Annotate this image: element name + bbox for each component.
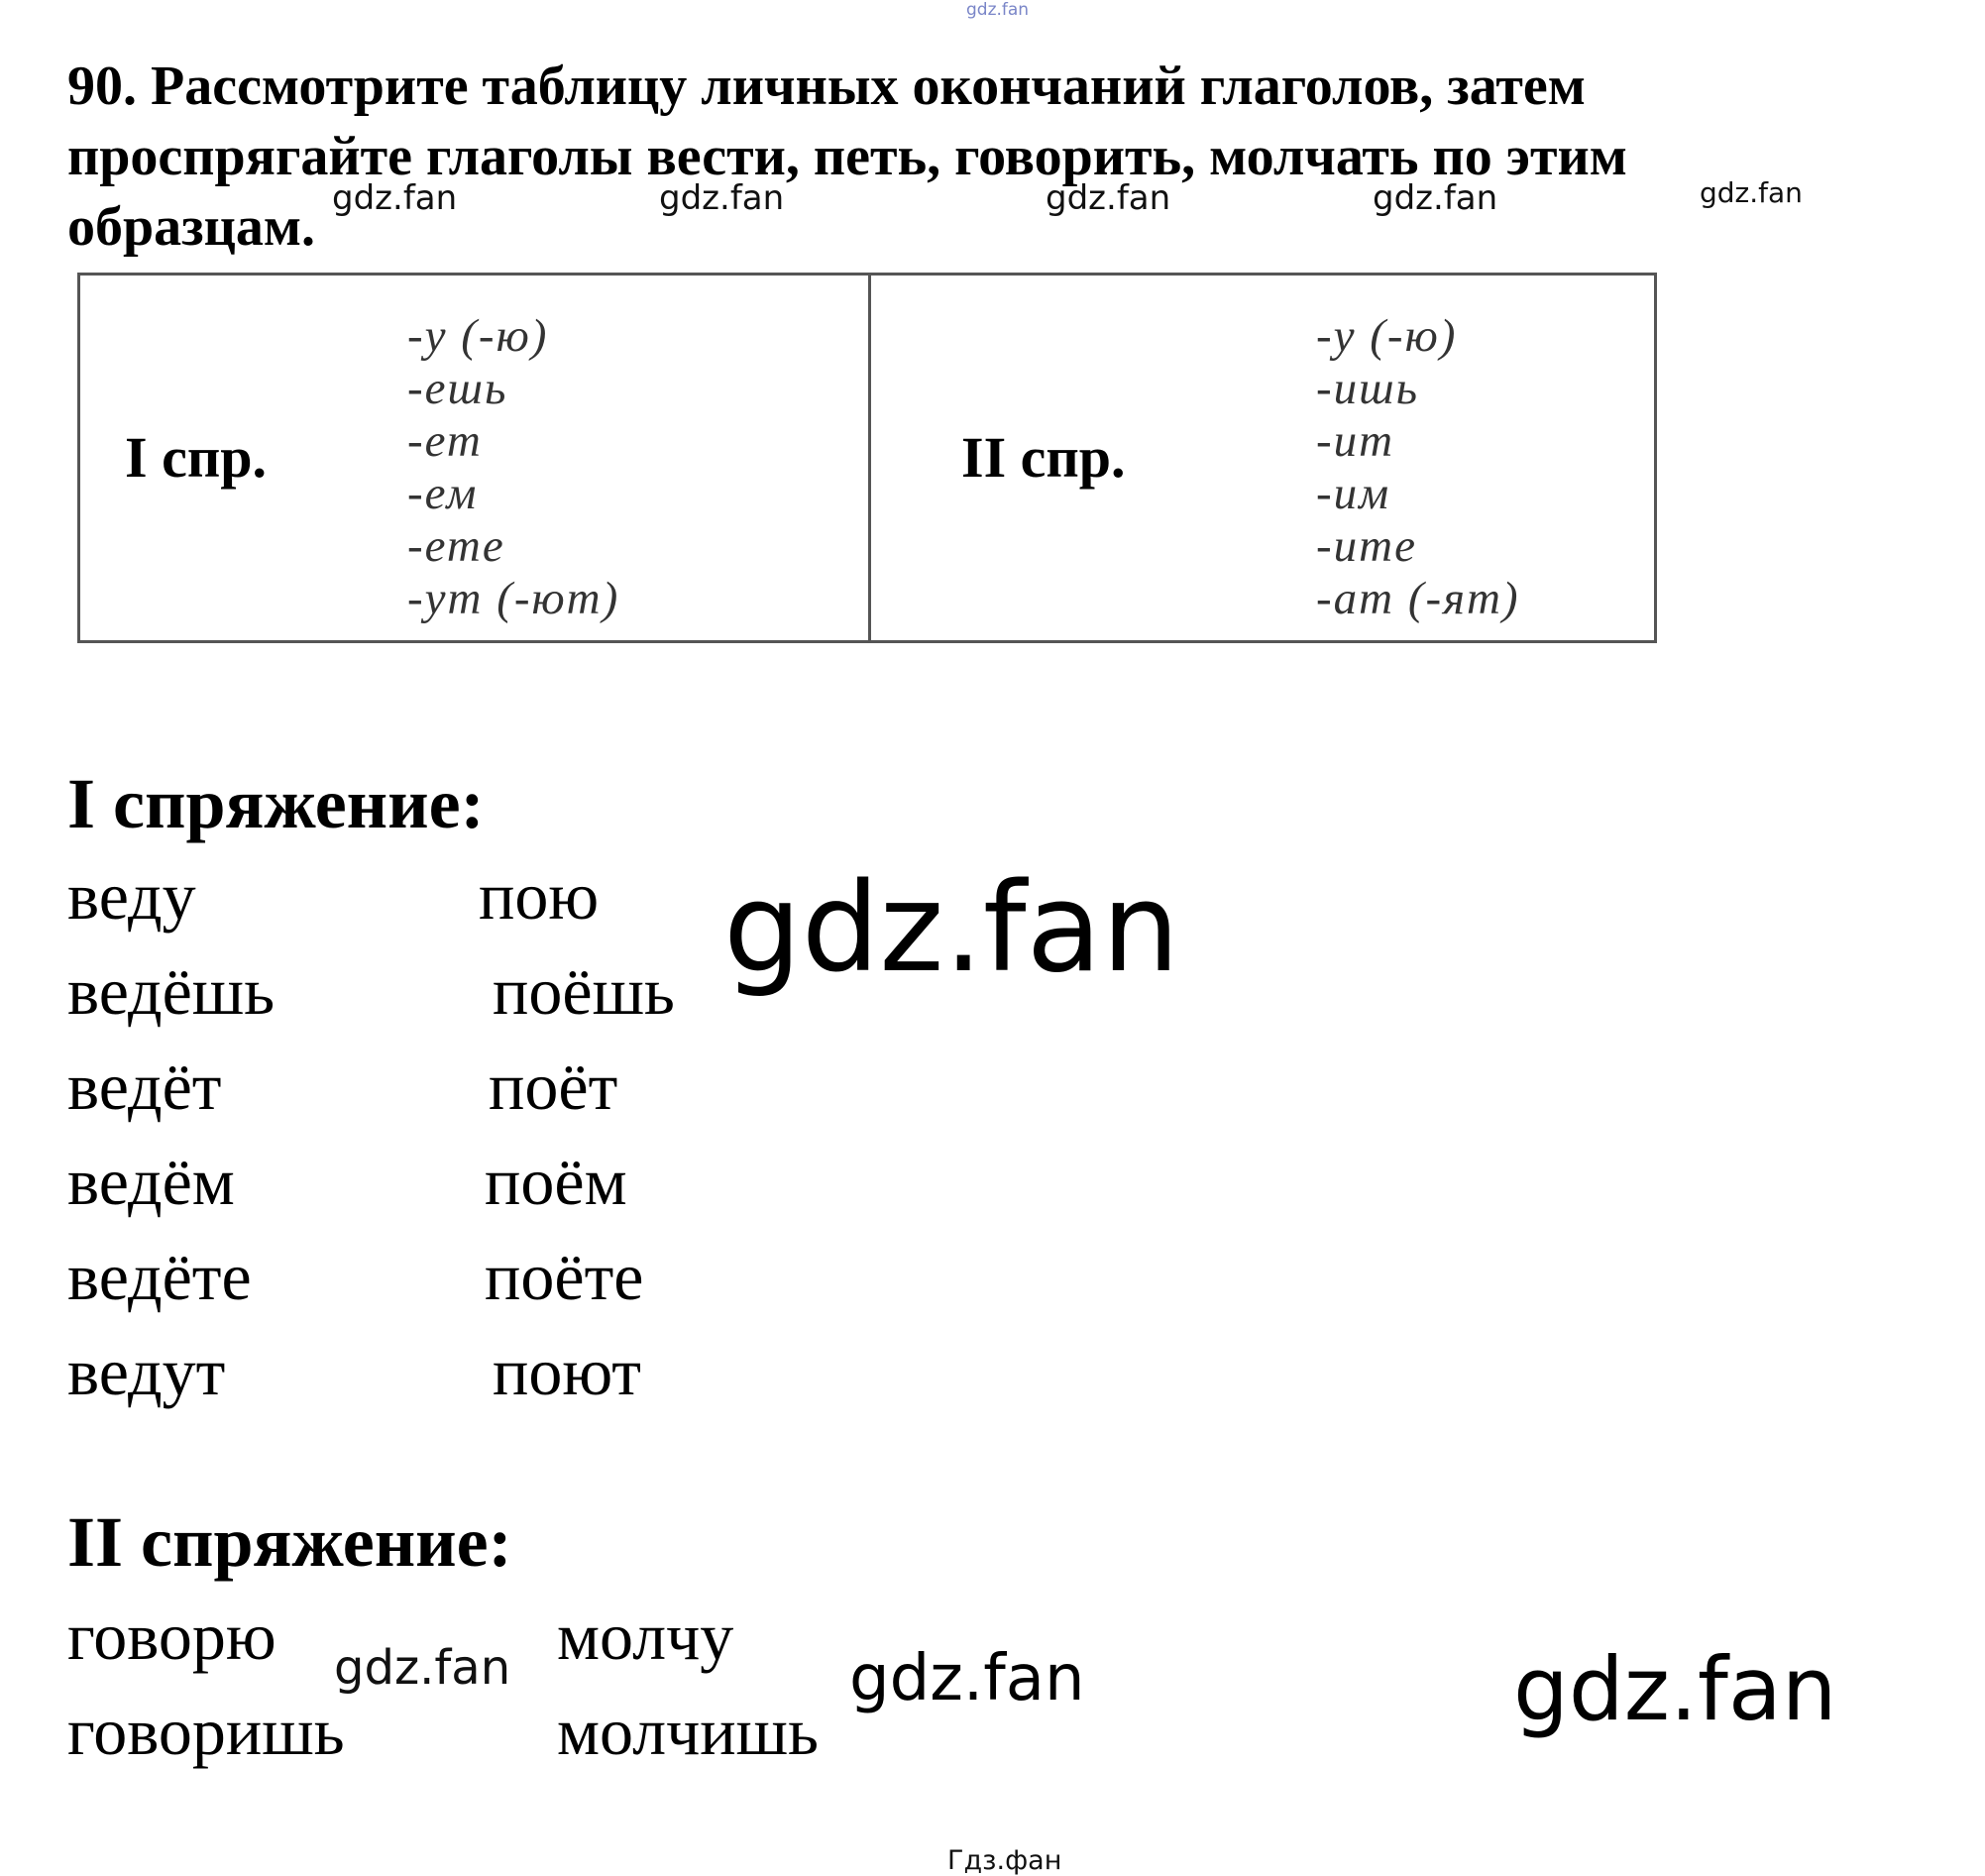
watermark-top: gdz.fan <box>966 0 1030 20</box>
second-conjugation-label: II спр. <box>961 425 1126 490</box>
ending: -ите <box>1316 520 1417 572</box>
watermark: gdz.fan <box>659 178 785 218</box>
verb-form: пою <box>479 858 600 934</box>
verb-form: говоришь <box>67 1694 345 1769</box>
second-conjugation-endings <box>1316 310 1520 625</box>
verb-form: молчишь <box>557 1694 820 1769</box>
verb-form: молчу <box>557 1599 734 1674</box>
ending: -ут (-ют) <box>407 573 620 624</box>
verb-form: поют <box>493 1334 642 1409</box>
watermark: gdz.fan <box>1700 176 1803 209</box>
verb-form: ведём <box>67 1144 235 1219</box>
verb-form: поём <box>485 1144 627 1219</box>
watermark: gdz.fan <box>332 178 458 218</box>
table-divider <box>868 276 871 640</box>
ending: -ат (-ят) <box>1316 573 1520 624</box>
ending: -у (-ю) <box>407 310 549 362</box>
ending: -ишь <box>1316 363 1420 414</box>
verb-form: поёт <box>489 1048 618 1124</box>
verb-form: веду <box>67 858 196 934</box>
ending: -ем <box>407 468 479 519</box>
verb-form: поёте <box>485 1239 644 1314</box>
ending: -ете <box>407 520 505 572</box>
ending: -ет <box>407 415 483 467</box>
watermark: gdz.fan <box>849 1642 1085 1715</box>
verb-form: ведут <box>67 1334 226 1409</box>
second-conjugation-heading: II спряжение: <box>67 1502 512 1582</box>
ending: -им <box>1316 468 1391 519</box>
first-conjugation-heading: I спряжение: <box>67 764 485 843</box>
watermark: gdz.fan <box>334 1640 511 1696</box>
first-conjugation-endings <box>407 310 619 625</box>
watermark-large: gdz.fan <box>723 857 1180 1000</box>
watermark: gdz.fan <box>1373 178 1498 218</box>
watermark: gdz.fan <box>1513 1638 1837 1740</box>
task-title: 90. Рассмотрите таблицу личных окончаний глаголов, затем проспрягайте глаголы вести, петь, говорить, молчать по этим образцам. <box>67 55 1627 258</box>
watermark-footer: Гдз.фан <box>947 1845 1062 1876</box>
watermark: gdz.fan <box>1046 178 1171 218</box>
verb-form: ведёте <box>67 1239 252 1314</box>
endings-table <box>77 273 1657 643</box>
verb-form: поёшь <box>493 953 675 1029</box>
first-conjugation-label: I спр. <box>125 425 267 490</box>
verb-form: ведёт <box>67 1048 222 1124</box>
ending: -у (-ю) <box>1316 310 1458 362</box>
ending: -ешь <box>407 363 508 414</box>
verb-form: ведёшь <box>67 953 276 1029</box>
ending: -ит <box>1316 415 1395 467</box>
verb-form: говорю <box>67 1599 276 1674</box>
